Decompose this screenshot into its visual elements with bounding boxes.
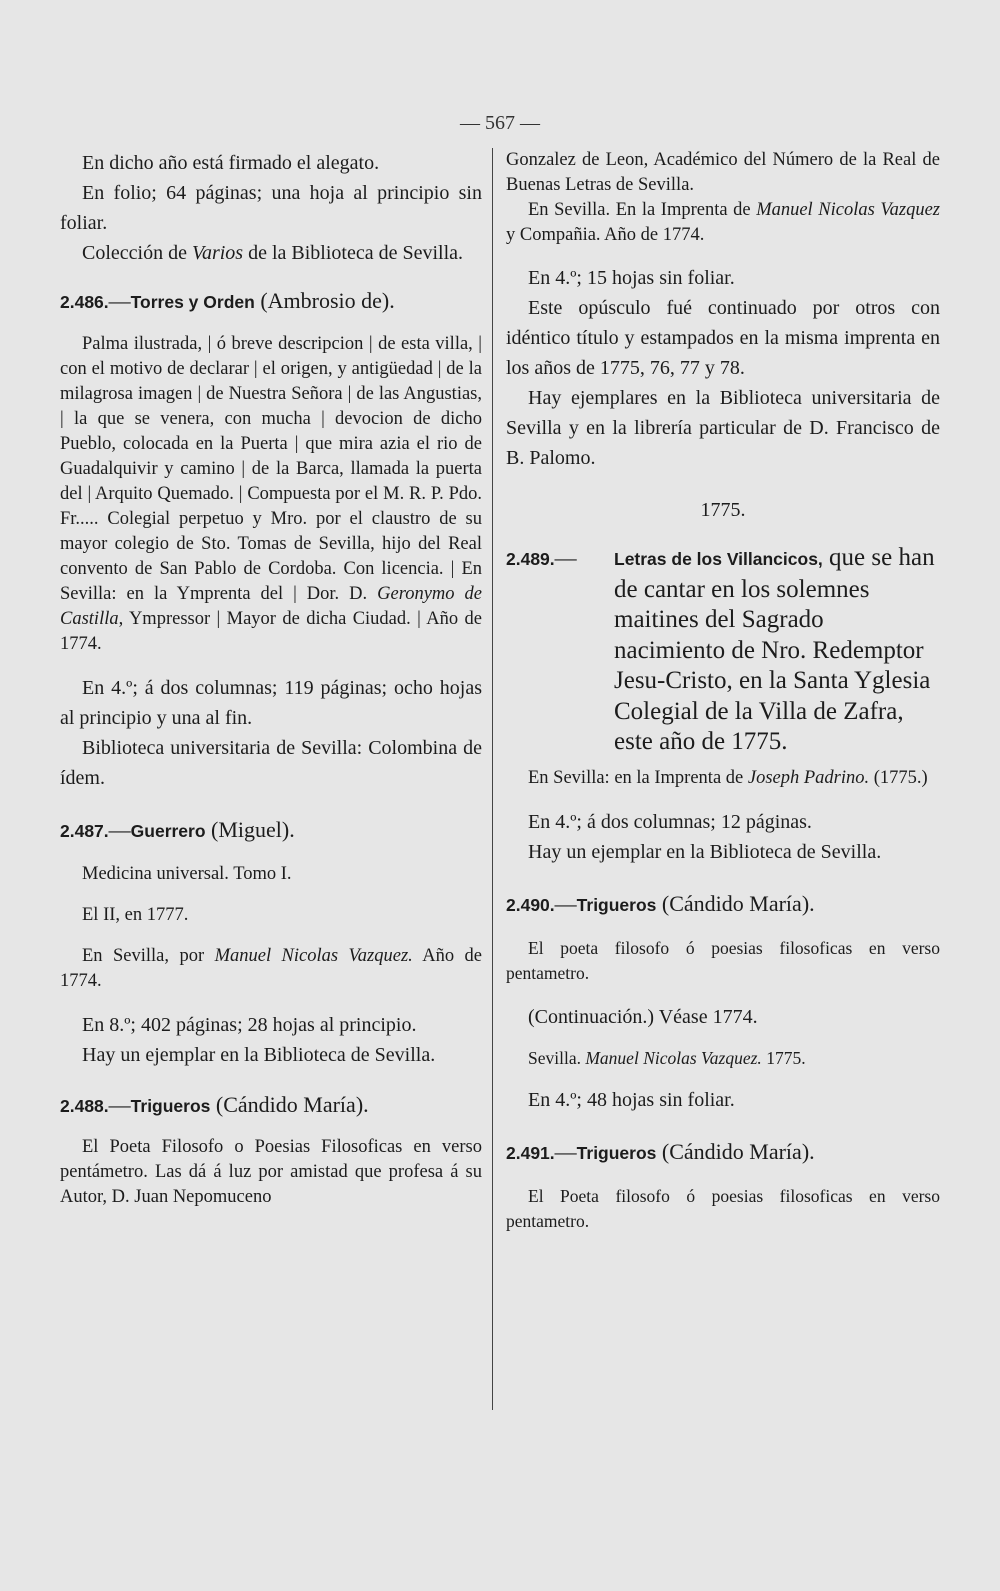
entry-note-2488: Este opúsculo fué continuado por otros con idéntico título y estampados en la misma imprenta en los años de 1775, 76, 77 y 78. xyxy=(506,297,940,379)
right-column xyxy=(506,148,940,1234)
column-divider xyxy=(492,148,493,1410)
entry-heading-2486: 2.486.—Torres y Orden (Ambrosio de). xyxy=(60,288,395,313)
entry-title-2487: Medicina universal. Tomo I. xyxy=(82,864,292,884)
entry-2489 xyxy=(506,543,940,758)
page-number: — 567 — xyxy=(460,112,540,134)
entry-title-2488-continued: Gonzalez de Leon, Académico del Número de la Real de Buenas Letras de Sevilla. xyxy=(506,150,940,195)
entry-description-2489: En 4.º; á dos columnas; 12 páginas. xyxy=(528,810,812,833)
entry-imprint-2489: En Sevilla: en la Imprenta de Joseph Padrino. (1775.) xyxy=(528,767,928,788)
entry-location-2486: Biblioteca universitaria de Sevilla: Colombina de ídem. xyxy=(60,737,482,789)
entry-location-2488: Hay ejemplares en la Biblioteca universitaria de Sevilla y en la librería particular de D. Francisco de B. Palomo. xyxy=(506,387,940,469)
entry-description-2486: En 4.º; á dos columnas; 119 páginas; ocho hojas al principio y una al fin. xyxy=(60,677,482,729)
entry-heading-2488: 2.488.—Trigueros (Cándido María). xyxy=(60,1092,369,1117)
year-heading: 1775. xyxy=(700,499,746,521)
entry-imprint-2487: En Sevilla, por Manuel Nicolas Vazquez. Año de 1774. xyxy=(60,946,482,991)
entry-prev-note: En dicho año está firmado el alegato. xyxy=(82,152,380,174)
entry-description-2487: En 8.º; 402 páginas; 28 hojas al principio. xyxy=(82,1014,417,1036)
entry-description-2490: En 4.º; 48 hojas sin foliar. xyxy=(528,1088,735,1111)
left-column xyxy=(60,148,482,1210)
entry-title-2486: Palma ilustrada, | ó breve descripcion | de esta villa, | con el motivo de declarar | el origen, y antigüedad | de la milagrosa imagen | de Nuestra Señora | de las Angustias, | la que se venera, con mucha | devocion de dicho Pueblo, colocada en la Puerta | que mira azia el rio de Guadalquivir y camino | de la Barca, llamada la puerta del | Arquito Quemado. | Compuesta por el M. R. P. Pdo. Fr..... Colegial perpetuo y Mro. por el claustro de su mayor colegio de Sto. Tomas de Sevilla, hijo del Real convento de San Pablo de Cordoba. Con licencia. | En Sevilla: en la Ymprenta del | Dor. D. Geronymo de Castilla, Ympressor | Mayor de dicha Ciudad. | Año de 1774. xyxy=(60,334,482,654)
entry-title-2488: El Poeta Filosofo o Poesias Filosoficas en verso pentámetro. Las dá á luz por amistad que profesa á su Autor, D. Juan Nepomuceno xyxy=(60,1137,482,1207)
entry-title-2489: Letras de los Villancicos, que se han de cantar en los solemnes maitines del Sagrado nacimiento de Nro. Redemptor Jesu-Cristo, en la Santa Yglesia Colegial de la Villa de Zafra, este año de 1775. xyxy=(614,544,935,755)
entry-volume-2487: El II, en 1777. xyxy=(82,905,189,925)
entry-description-2488: En 4.º; 15 hojas sin foliar. xyxy=(528,267,735,289)
entry-title-2490: El poeta filosofo ó poesias filosoficas en verso pentametro. xyxy=(506,937,940,983)
entry-continuation-2490: (Continuación.) Véase 1774. xyxy=(528,1005,758,1028)
entry-imprint-2490: Sevilla. Manuel Nicolas Vazquez. 1775. xyxy=(528,1047,806,1068)
entry-heading-2487: 2.487.—Guerrero (Miguel). xyxy=(60,817,295,842)
entry-title-2491: El Poeta filosofo ó poesias filosoficas en verso pentametro. xyxy=(506,1185,940,1231)
entry-imprint-2488: En Sevilla. En la Imprenta de Manuel Nicolas Vazquez y Compañia. Año de 1774. xyxy=(506,200,940,245)
entry-heading-2489: 2.489.— xyxy=(506,545,577,570)
entry-heading-2491: 2.491.—Trigueros (Cándido María). xyxy=(506,1138,815,1164)
entry-heading-2490: 2.490.—Trigueros (Cándido María). xyxy=(506,890,815,916)
entry-location-2487: Hay un ejemplar en la Biblioteca de Sevilla. xyxy=(82,1044,436,1066)
entry-prev-location: Colección de Varios de la Biblioteca de Sevilla. xyxy=(82,242,464,264)
entry-location-2489: Hay un ejemplar en la Biblioteca de Sevilla. xyxy=(528,840,882,863)
entry-prev-description: En folio; 64 páginas; una hoja al principio sin foliar. xyxy=(60,182,482,234)
